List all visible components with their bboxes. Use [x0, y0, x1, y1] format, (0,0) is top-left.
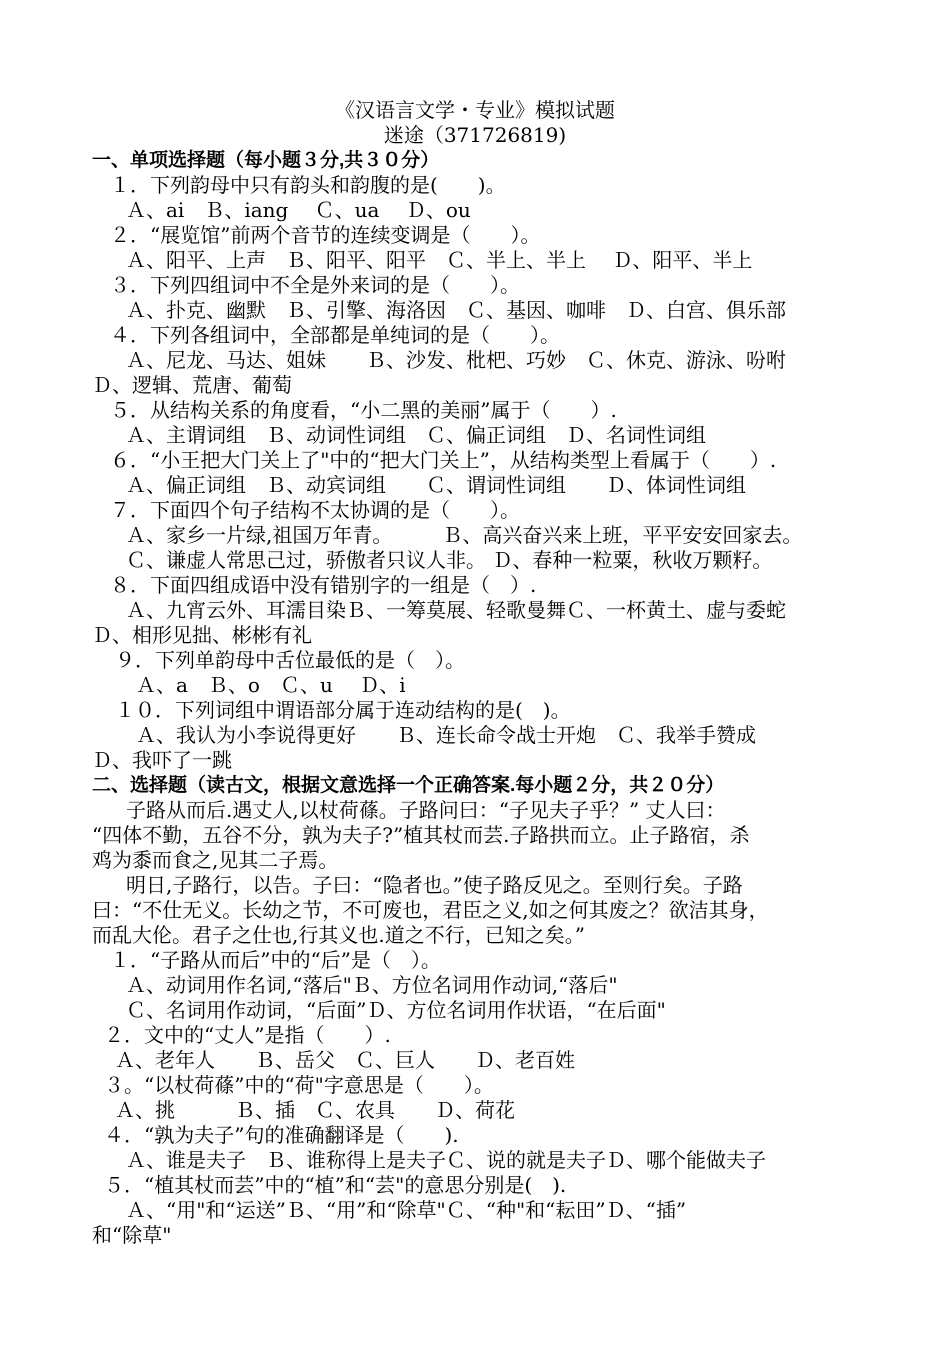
q7-options-ab: Ａ、家乡一片绿,祖国万年青。 Ｂ、高兴奋兴来上班，平平安安回家去。 [126, 523, 803, 547]
q5-stem: ５．从结构关系的角度看，“小二黑的美丽”属于（ ）. [110, 398, 617, 422]
s2-q4-options: Ａ、谁是夫子 Ｂ、谁称得上是夫子Ｃ、说的就是夫子Ｄ、哪个能做夫子 [126, 1148, 766, 1172]
s2-q3-options: Ａ、挑 Ｂ、插 Ｃ、农具 Ｄ、荷花 [115, 1098, 515, 1122]
q6-stem: ６．“小王把大门关上了"中的“把大门关上”，从结构类型上看属于（ ）. [110, 448, 777, 472]
document-title: 《汉语言文学・专业》模拟试题 [335, 98, 615, 122]
s2-q1-stem: １．“子路从而后”中的“后”是（ ）。 [110, 948, 441, 972]
q8-stem: ８．下面四组成语中没有错别字的一组是（ ）. [110, 573, 537, 597]
q10-options-cont: Ｄ、我吓了一跳 [92, 748, 232, 772]
q4-options: Ａ、尼龙、马达、姐妹 Ｂ、沙发、枇杷、巧妙 Ｃ、休克、游泳、吩咐 [126, 348, 786, 372]
passage-line: “四体不勤，五谷不分，孰为夫子?”植其杖而芸.子路拱而立。止子路宿，杀 [92, 823, 750, 847]
q2-stem: ２．“展览馆”前两个音节的连续变调是（ ）。 [110, 223, 541, 247]
s2-q2-options: Ａ、老年人 Ｂ、岳父 Ｃ、巨人 Ｄ、老百姓 [115, 1048, 575, 1072]
passage-line: 曰：“不仕无义。长幼之节，不可废也，君臣之义,如之何其废之？欲洁其身， [92, 898, 769, 922]
passage-line: 子路从而后.遇丈人,以杖荷蓧。子路问曰：“子见夫子乎？” 丈人曰： [126, 798, 726, 822]
section-2-heading: 二、选择题（读古文，根据文意选择一个正确答案.每小题２分，共２０分） [92, 775, 725, 796]
q7-options-cd: Ｃ、谦虚人常思己过，骄傲者只议人非。 Ｄ、春种一粒粟，秋收万颗籽。 [126, 548, 773, 572]
s2-q5-options-cont: 和“除草" [92, 1223, 172, 1247]
q1-options: Ａ、ai Ｂ、iang Ｃ、ua Ｄ、ou [126, 198, 471, 222]
s2-q1-options-ab: Ａ、动词用作名词,“落后"Ｂ、方位名词用作动词,“落后" [126, 973, 618, 997]
s2-q5-stem: ５．“植其杖而芸”中的“植”和“芸"的意思分别是( ). [104, 1173, 567, 1197]
q9-options: Ａ、a Ｂ、o Ｃ、u Ｄ、i [136, 673, 406, 697]
q4-stem: ４．下列各组词中，全部都是单纯词的是（ ）。 [110, 323, 560, 347]
s2-q2-stem: ２．文中的“丈人”是指（ ）. [104, 1023, 391, 1047]
q5-options: Ａ、主谓词组 Ｂ、动词性词组 Ｃ、偏正词组 Ｄ、名词性词组 [126, 423, 706, 447]
q10-options: Ａ、我认为小李说得更好 Ｂ、连长命令战士开炮 Ｃ、我举手赞成 [136, 723, 756, 747]
document-author: 迷途（371726819) [383, 123, 567, 147]
q7-stem: ７．下面四个句子结构不太协调的是（ ）。 [110, 498, 520, 522]
q10-stem: １０．下列词组中谓语部分属于连动结构的是( )。 [115, 698, 571, 722]
q3-stem: ３．下列四组词中不全是外来词的是（ ）。 [110, 273, 520, 297]
s2-q1-options-cd: Ｃ、名词用作动词，“后面”Ｄ、方位名词用作状语，“在后面" [126, 998, 666, 1022]
q8-options: Ａ、九宵云外、耳濡目染Ｂ、一筹莫展、轻歌曼舞Ｃ、一杯黄土、虚与委蛇 [126, 598, 786, 622]
q4-options-cont: Ｄ、逻辑、荒唐、葡萄 [92, 373, 292, 397]
s2-q4-stem: ４．“孰为夫子”句的准确翻译是（ ). [104, 1123, 459, 1147]
q6-options: Ａ、偏正词组 Ｂ、动宾词组 Ｃ、谓词性词组 Ｄ、体词性词组 [126, 473, 746, 497]
q1-stem: １．下列韵母中只有韵头和韵腹的是( )。 [110, 173, 506, 197]
passage-line: 明日,子路行，以告。子曰：“隐者也。”使子路反见之。至则行矣。子路 [126, 873, 743, 897]
passage-line: 鸡为黍而食之,见其二子焉。 [92, 848, 339, 872]
passage-line: 而乱大伦。君子之仕也,行其义也.道之不行，已知之矣。” [92, 923, 585, 947]
s2-q3-stem: ３。“以杖荷蓧”中的“荷"字意思是（ ）。 [104, 1073, 494, 1097]
s2-q5-options: Ａ、“用"和“运送”Ｂ、“用”和“除草"Ｃ、“种"和“耘田”Ｄ、“插” [126, 1198, 687, 1222]
section-1-heading: 一、单项选择题（每小题３分,共３０分） [92, 150, 440, 171]
q8-options-cont: Ｄ、相形见拙、彬彬有礼 [92, 623, 312, 647]
q2-options: Ａ、阳平、上声 Ｂ、阳平、阳平 Ｃ、半上、半上 Ｄ、阳平、半上 [126, 248, 753, 272]
q9-stem: ９．下列单韵母中舌位最低的是（ ）。 [115, 648, 465, 672]
q3-options: Ａ、扑克、幽默 Ｂ、引擎、海洛因 Ｃ、基因、咖啡 Ｄ、白宫、俱乐部 [126, 298, 786, 322]
